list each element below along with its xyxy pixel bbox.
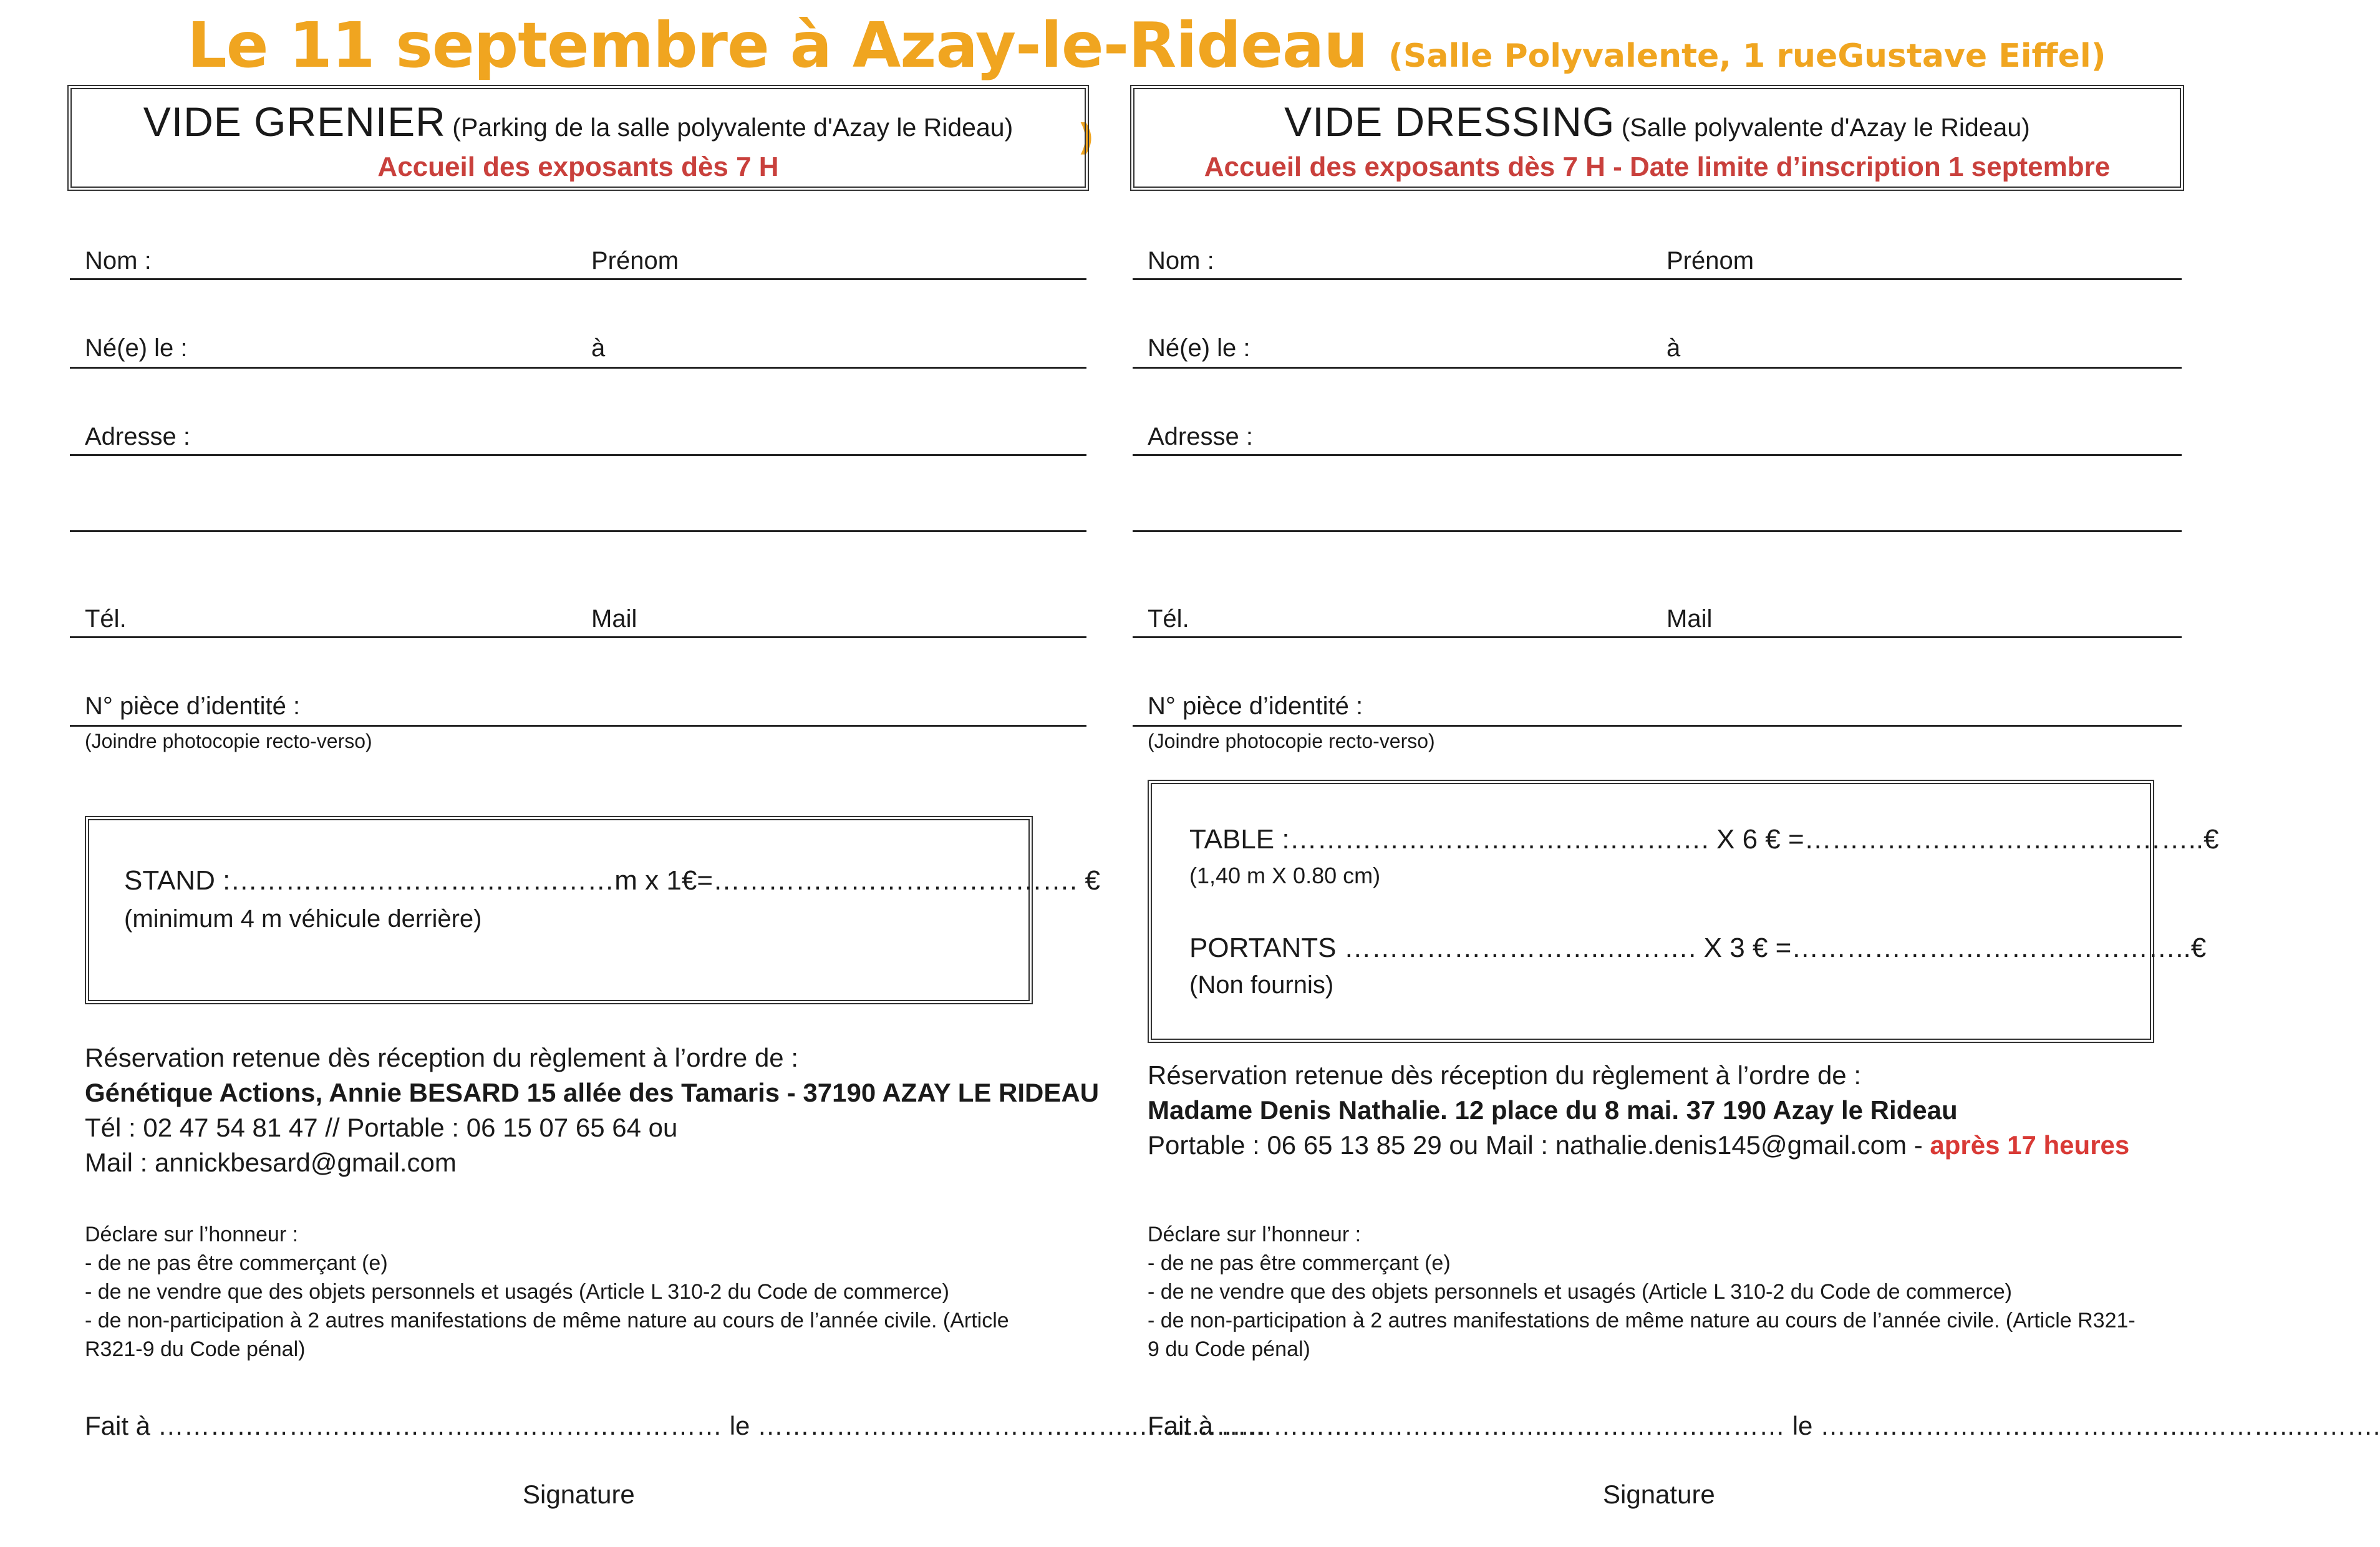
- nom-field-line[interactable]: [1133, 278, 2182, 280]
- id-copy-note: (Joindre photocopie recto-verso): [85, 730, 372, 752]
- birthplace-label: à: [1666, 334, 1681, 362]
- address-field-line-2[interactable]: [70, 530, 1086, 532]
- id-number-label: N° pièce d’identité :: [85, 692, 301, 720]
- declaration-item-3b: R321-9 du Code pénal): [85, 1337, 306, 1361]
- headline-date-place: Le 11 septembre à Azay-le-Rideau: [187, 9, 1368, 82]
- reservation-intro: Réservation retenue dès réception du règlement à l’ordre de :: [85, 1043, 799, 1072]
- declaration-block: [85, 1220, 1083, 1364]
- birthdate-label: Né(e) le :: [85, 334, 188, 362]
- fait-a-le-line[interactable]: Fait à ………………………………..……………………… le ……………………………………..………..……….: [1148, 1411, 2380, 1440]
- prenom-label: Prénom: [591, 247, 679, 274]
- vide-grenier-title-line: [72, 98, 1085, 145]
- headline-venue: (Salle Polyvalente, 1 rueGustave Eiffel): [1388, 37, 2106, 75]
- reservation-phone: Tél : 02 47 54 81 47 // Portable : 06 15 07 65 64 ou: [85, 1113, 678, 1142]
- stand-fee-line: STAND :……………………………………m x 1€=…………………………………. €: [124, 865, 1100, 896]
- vide-dressing-title: VIDE DRESSING: [1284, 99, 1615, 145]
- stand-minimum-note: (minimum 4 m véhicule derrière): [124, 905, 482, 933]
- reservation-contact-time: après 17 heures: [1930, 1130, 2130, 1160]
- vide-dressing-form: [1130, 0, 2380, 1547]
- birth-field-line[interactable]: [70, 367, 1086, 369]
- phone-label: Tél.: [1148, 605, 1189, 633]
- nom-label: Nom :: [85, 247, 152, 274]
- mail-label: Mail: [1666, 605, 1713, 633]
- vide-dressing-title-line: [1134, 98, 2180, 145]
- declaration-item-1: - de ne pas être commerçant (e): [1148, 1251, 1451, 1275]
- declaration-item-3a: - de non-participation à 2 autres manifestations de même nature au cours de l’année civile. (Article R321-: [1148, 1309, 2136, 1332]
- id-number-field-line[interactable]: [70, 725, 1086, 727]
- declaration-item-3a: - de non-participation à 2 autres manifestations de même nature au cours de l’année civile. (Article: [85, 1309, 1009, 1332]
- mail-label: Mail: [591, 605, 637, 633]
- portants-note: (Non fournis): [1189, 971, 1334, 999]
- declaration-item-1: - de ne pas être commerçant (e): [85, 1251, 388, 1275]
- portants-fee-line: PORTANTS ………………………..………. X 3 € =……………………………………..€: [1189, 933, 2207, 963]
- address-field-line-2[interactable]: [1133, 530, 2182, 532]
- birthdate-label: Né(e) le :: [1148, 334, 1250, 362]
- vide-grenier-welcome: Accueil des exposants dès 7 H: [377, 152, 779, 182]
- signature-label: Signature: [523, 1480, 635, 1509]
- signature-label: Signature: [1603, 1480, 1715, 1509]
- id-number-label: N° pièce d’identité :: [1148, 692, 1363, 720]
- id-number-field-line[interactable]: [1133, 725, 2182, 727]
- reservation-contact: [1148, 1130, 2129, 1160]
- contact-field-line[interactable]: [70, 636, 1086, 638]
- address-field-line-1[interactable]: [1133, 454, 2182, 456]
- address-label: Adresse :: [85, 423, 190, 450]
- reservation-intro: Réservation retenue dès réception du règlement à l’ordre de :: [1148, 1060, 1862, 1090]
- address-label: Adresse :: [1148, 423, 1253, 450]
- reservation-mail: Mail : annickbesard@gmail.com: [85, 1148, 457, 1177]
- contact-field-line[interactable]: [1133, 636, 2182, 638]
- vide-dressing-subtitle: (Salle polyvalente d'Azay le Rideau): [1621, 113, 2030, 142]
- vide-grenier-title-box: [67, 85, 1089, 191]
- prenom-label: Prénom: [1666, 247, 1754, 274]
- stand-fee-box: [85, 816, 1100, 1004]
- vide-dressing-welcome: Accueil des exposants dès 7 H - Date limite d’inscription 1 septembre: [1204, 152, 2111, 182]
- declaration-intro: Déclare sur l’honneur :: [1148, 1223, 1362, 1246]
- birthplace-label: à: [591, 334, 606, 362]
- table-size-note: (1,40 m X 0.80 cm): [1189, 863, 1381, 888]
- reservation-payee: Madame Denis Nathalie. 12 place du 8 mai. 37 190 Azay le Rideau: [1148, 1095, 1958, 1125]
- birth-field-line[interactable]: [1133, 367, 2182, 369]
- address-field-line-1[interactable]: [70, 454, 1086, 456]
- fait-a-le-line[interactable]: Fait à ………………………………..……………………… le ……………………………………..………..….: [85, 1411, 1265, 1440]
- table-fee-line: TABLE :………………………………………. X 6 € =……………………………………..€: [1189, 824, 2219, 855]
- table-portants-fee-box: [1148, 780, 2219, 1043]
- nom-label: Nom :: [1148, 247, 1214, 274]
- vide-dressing-title-box: [1130, 85, 2184, 191]
- id-copy-note: (Joindre photocopie recto-verso): [1148, 730, 1435, 752]
- reservation-contact-details: Portable : 06 65 13 85 29 ou Mail : nathalie.denis145@gmail.com -: [1148, 1130, 1930, 1160]
- declaration-block: [1148, 1220, 2183, 1364]
- vide-grenier-subtitle: (Parking de la salle polyvalente d'Azay le Rideau): [452, 113, 1013, 142]
- reservation-payee: Génétique Actions, Annie BESARD 15 allée des Tamaris - 37190 AZAY LE RIDEAU: [85, 1078, 1100, 1107]
- declaration-item-3b: 9 du Code pénal): [1148, 1337, 1310, 1361]
- nom-field-line[interactable]: [70, 278, 1086, 280]
- declaration-item-2: - de ne vendre que des objets personnels et usagés (Article L 310-2 du Code de commerce): [85, 1280, 949, 1304]
- stray-character: ): [1078, 116, 1095, 158]
- vide-grenier-title: VIDE GRENIER: [143, 99, 446, 145]
- declaration-intro: Déclare sur l’honneur :: [85, 1223, 299, 1246]
- phone-label: Tél.: [85, 605, 127, 633]
- declaration-item-2: - de ne vendre que des objets personnels et usagés (Article L 310-2 du Code de commerce): [1148, 1280, 2012, 1304]
